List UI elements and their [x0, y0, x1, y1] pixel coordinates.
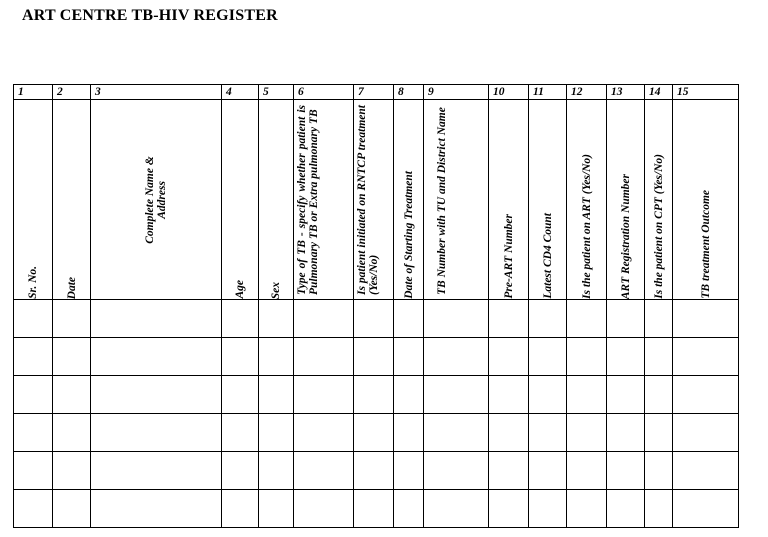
table-cell[interactable]	[645, 414, 673, 452]
column-header-sex	[259, 100, 294, 300]
table-cell[interactable]	[567, 490, 607, 528]
table-cell[interactable]	[607, 376, 645, 414]
table-cell[interactable]	[222, 452, 259, 490]
table-cell[interactable]	[354, 414, 394, 452]
table-cell[interactable]	[354, 376, 394, 414]
column-header-label: Date	[65, 276, 78, 299]
table-cell[interactable]	[294, 376, 354, 414]
column-header-name-address	[91, 100, 222, 300]
column-header-on-cpt	[645, 100, 673, 300]
table-cell[interactable]	[53, 452, 91, 490]
table-cell[interactable]	[489, 414, 529, 452]
table-row	[14, 452, 739, 490]
column-header-art-registration	[607, 100, 645, 300]
column-header-cd4-count	[529, 100, 567, 300]
table-cell[interactable]	[567, 338, 607, 376]
table-cell[interactable]	[259, 490, 294, 528]
table-row	[14, 376, 739, 414]
table-cell[interactable]	[91, 490, 222, 528]
column-number: 4	[222, 85, 259, 100]
table-cell[interactable]	[489, 376, 529, 414]
table-cell[interactable]	[354, 490, 394, 528]
column-header-start-date	[394, 100, 424, 300]
column-header-on-art	[567, 100, 607, 300]
page-title: ART CENTRE TB-HIV REGISTER	[22, 7, 278, 24]
table-cell[interactable]	[259, 376, 294, 414]
table-row	[14, 338, 739, 376]
column-number: 10	[489, 85, 529, 100]
table-cell[interactable]	[259, 452, 294, 490]
table-cell[interactable]	[529, 414, 567, 452]
table-cell[interactable]	[354, 338, 394, 376]
column-header-label: TB Number with TU and District Name	[436, 107, 448, 295]
column-header-label: Date of Starting Treatment	[402, 171, 415, 299]
column-header-type-of-tb	[294, 100, 354, 300]
table-cell[interactable]	[14, 300, 53, 338]
table-cell[interactable]	[14, 376, 53, 414]
column-number: 14	[645, 85, 673, 100]
table-cell[interactable]	[607, 414, 645, 452]
table-cell[interactable]	[222, 338, 259, 376]
table-cell[interactable]	[607, 452, 645, 490]
table-cell[interactable]	[91, 300, 222, 338]
table-cell[interactable]	[567, 452, 607, 490]
column-number: 15	[673, 85, 739, 100]
table-cell[interactable]	[567, 414, 607, 452]
table-cell[interactable]	[259, 414, 294, 452]
table-cell[interactable]	[607, 300, 645, 338]
table-cell[interactable]	[673, 300, 739, 338]
table-cell[interactable]	[354, 300, 394, 338]
table-cell[interactable]	[645, 452, 673, 490]
column-header-row	[14, 100, 739, 300]
column-number: 9	[424, 85, 489, 100]
table-cell[interactable]	[14, 452, 53, 490]
column-header-tb-outcome	[673, 100, 739, 300]
table-cell[interactable]	[424, 490, 489, 528]
column-header-date	[53, 100, 91, 300]
table-cell[interactable]	[529, 452, 567, 490]
column-number: 6	[294, 85, 354, 100]
table-cell[interactable]	[489, 338, 529, 376]
table-cell[interactable]	[294, 452, 354, 490]
table-cell[interactable]	[259, 300, 294, 338]
table-cell[interactable]	[91, 376, 222, 414]
table-cell[interactable]	[91, 414, 222, 452]
column-number: 8	[394, 85, 424, 100]
table-cell[interactable]	[394, 490, 424, 528]
table-cell[interactable]	[53, 376, 91, 414]
table-cell[interactable]	[673, 452, 739, 490]
column-header-label: Pre-ART Number	[502, 214, 515, 299]
table-cell[interactable]	[14, 490, 53, 528]
table-cell[interactable]	[14, 338, 53, 376]
column-header-label: Is patient initiated on RNTCP treatment (Yes/No)	[356, 105, 380, 295]
column-number: 13	[607, 85, 645, 100]
table-cell[interactable]	[394, 414, 424, 452]
table-cell[interactable]	[294, 414, 354, 452]
column-number: 7	[354, 85, 394, 100]
table-cell[interactable]	[294, 490, 354, 528]
table-cell[interactable]	[607, 490, 645, 528]
column-number: 1	[14, 85, 53, 100]
table-cell[interactable]	[91, 452, 222, 490]
table-cell[interactable]	[645, 490, 673, 528]
table-cell[interactable]	[91, 338, 222, 376]
column-header-tb-number	[424, 100, 489, 300]
table-cell[interactable]	[294, 300, 354, 338]
table-cell[interactable]	[53, 338, 91, 376]
table-cell[interactable]	[53, 490, 91, 528]
column-header-label: Type of TB - specify whether patient is Pulmonary TB or Extra pulmonary TB	[296, 105, 320, 295]
table-cell[interactable]	[53, 414, 91, 452]
table-cell[interactable]	[394, 338, 424, 376]
column-header-label: Latest CD4 Count	[541, 213, 554, 299]
table-cell[interactable]	[222, 414, 259, 452]
table-cell[interactable]	[222, 300, 259, 338]
table-cell[interactable]	[354, 452, 394, 490]
column-header-label: Sex	[270, 281, 282, 299]
table-row	[14, 300, 739, 338]
table-cell[interactable]	[394, 376, 424, 414]
column-header-label: Is the patient on ART (Yes/No)	[580, 154, 593, 299]
table-cell[interactable]	[529, 338, 567, 376]
column-number: 12	[567, 85, 607, 100]
table-cell[interactable]	[394, 452, 424, 490]
column-number: 5	[259, 85, 294, 100]
table-cell[interactable]	[14, 414, 53, 452]
table-cell[interactable]	[529, 300, 567, 338]
table-cell[interactable]	[53, 300, 91, 338]
table-cell[interactable]	[567, 376, 607, 414]
table-cell[interactable]	[673, 376, 739, 414]
table-row	[14, 414, 739, 452]
table-cell[interactable]	[607, 338, 645, 376]
table-cell[interactable]	[529, 376, 567, 414]
column-header-rntcp-initiated	[354, 100, 394, 300]
column-header-sr-no	[14, 100, 53, 300]
table-cell[interactable]	[222, 376, 259, 414]
column-number: 11	[529, 85, 567, 100]
column-header-pre-art-number	[489, 100, 529, 300]
table-cell[interactable]	[424, 300, 489, 338]
column-header-label: Is the patient on CPT (Yes/No)	[652, 154, 665, 299]
table-cell[interactable]	[645, 300, 673, 338]
table-cell[interactable]	[673, 338, 739, 376]
table-cell[interactable]	[489, 300, 529, 338]
column-header-age	[222, 100, 259, 300]
table-cell[interactable]	[673, 490, 739, 528]
table-cell[interactable]	[529, 490, 567, 528]
column-number-row	[14, 85, 739, 100]
table-cell[interactable]	[394, 300, 424, 338]
column-header-label: Age	[234, 280, 246, 299]
table-cell[interactable]	[567, 300, 607, 338]
column-number: 3	[91, 85, 222, 100]
table-row	[14, 490, 739, 528]
table-cell[interactable]	[424, 376, 489, 414]
table-cell[interactable]	[259, 338, 294, 376]
table-cell[interactable]	[645, 338, 673, 376]
column-header-label: Complete Name & Address	[144, 155, 168, 244]
table-cell[interactable]	[424, 338, 489, 376]
column-header-label: TB treatment Outcome	[699, 190, 712, 299]
table-cell[interactable]	[424, 414, 489, 452]
table-cell[interactable]	[673, 414, 739, 452]
table-cell[interactable]	[489, 490, 529, 528]
table-cell[interactable]	[489, 452, 529, 490]
table-cell[interactable]	[645, 376, 673, 414]
column-header-label: ART Registration Number	[619, 173, 632, 299]
table-cell[interactable]	[294, 338, 354, 376]
register-table	[13, 84, 739, 528]
column-number: 2	[53, 85, 91, 100]
table-cell[interactable]	[424, 452, 489, 490]
table-cell[interactable]	[222, 490, 259, 528]
column-header-label: Sr. No.	[27, 266, 39, 299]
